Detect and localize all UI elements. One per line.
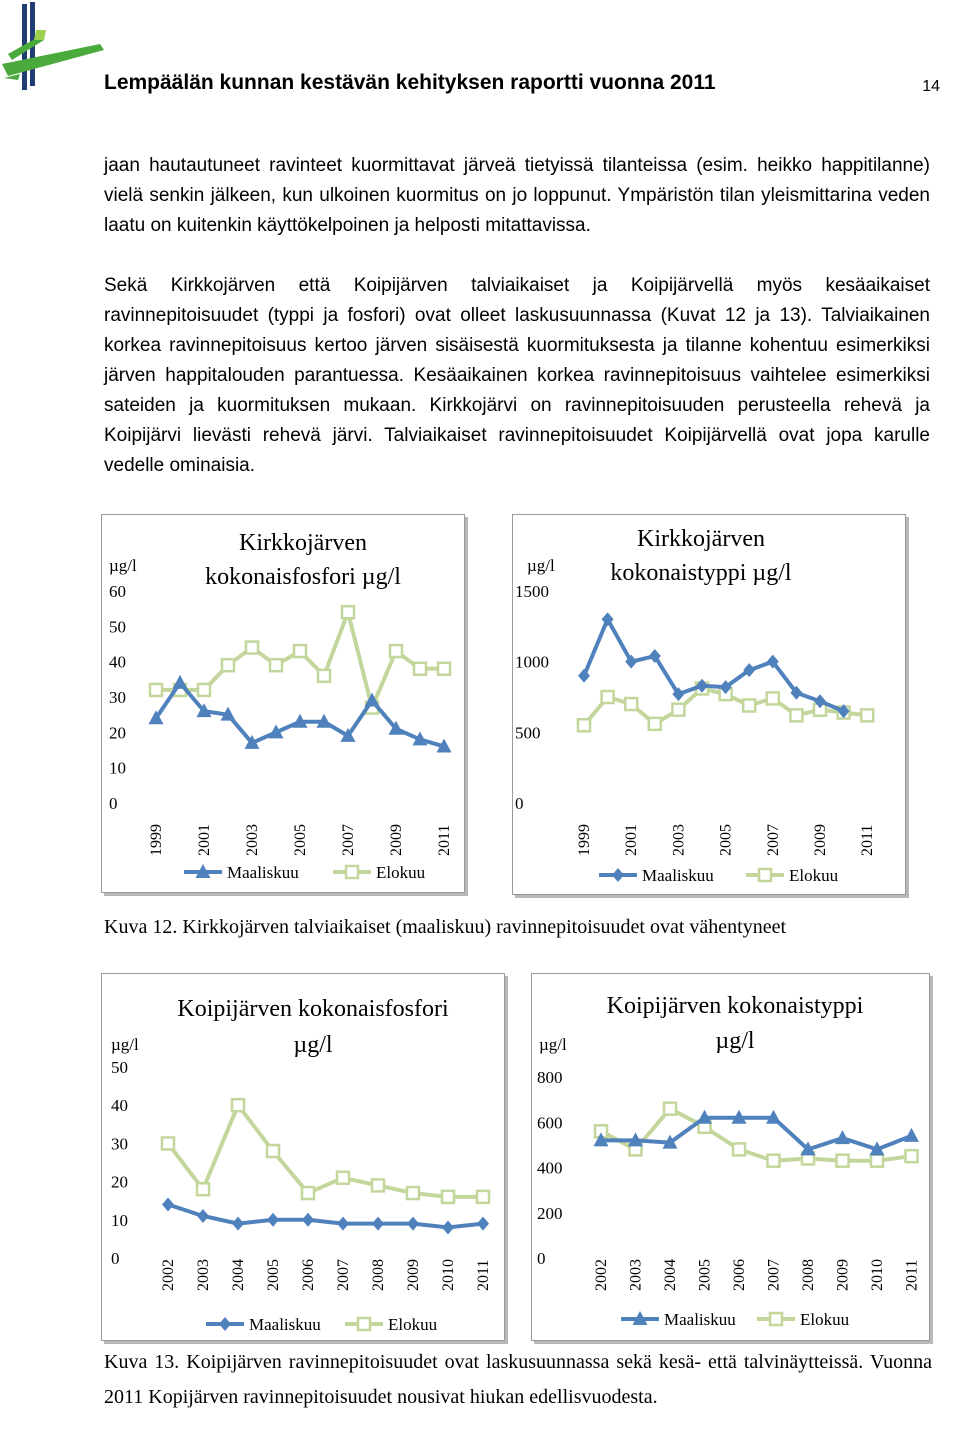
series-line-elokuu: [168, 1105, 483, 1197]
y-tick-label: 30: [109, 688, 126, 707]
legend-maaliskuu-label: Maaliskuu: [249, 1315, 321, 1334]
y-tick-label: 10: [109, 758, 126, 778]
legend-maaliskuu-label: Maaliskuu: [642, 866, 714, 885]
legend-elokuu-label: Elokuu: [789, 866, 839, 885]
x-tick-label: 2003: [670, 824, 688, 856]
x-tick-label: 2010: [869, 1259, 886, 1291]
point-maaliskuu: [407, 1217, 419, 1231]
y-tick-label: 0: [109, 794, 118, 813]
point-elokuu: [442, 1191, 454, 1203]
point-elokuu: [906, 1150, 918, 1162]
x-tick-label: 2011: [436, 824, 453, 856]
series-line-maaliskuu: [168, 1205, 483, 1228]
paragraph-intro: jaan hautautuneet ravinteet kuormittavat järveä tietyissä tilanteissa (esim. heikko happitilanne) vielä senkin jälkeen, kun ulkoinen kuormitus on jo loppunut. Ympäristön tilan yleismittarina veden laatu on kuitenkin käyttökelpoinen ja helposti mitattavissa.: [104, 155, 930, 236]
point-elokuu: [267, 1145, 279, 1157]
point-elokuu: [871, 1155, 883, 1167]
x-tick-label: 2006: [300, 1259, 317, 1291]
x-tick-label: 2002: [593, 1259, 610, 1291]
y-unit-label: µg/l: [539, 1035, 567, 1054]
legend-maaliskuu-marker: [219, 1317, 231, 1331]
y-tick-label: 0: [515, 794, 524, 813]
y-unit-label: µg/l: [527, 556, 555, 575]
point-elokuu: [407, 1187, 419, 1199]
chart-koipi-typpi: [531, 973, 930, 1341]
legend-elokuu-marker: [358, 1318, 370, 1330]
point-elokuu: [837, 1155, 849, 1167]
y-tick-label: 40: [111, 1096, 128, 1116]
chart-title: kokonaistyppi µg/l: [610, 560, 792, 586]
point-elokuu: [649, 718, 661, 730]
point-elokuu: [477, 1191, 489, 1203]
legend-elokuu-marker: [770, 1313, 782, 1325]
point-maaliskuu: [173, 675, 188, 689]
y-tick-label: 20: [111, 1172, 128, 1192]
chart-plot: [111, 996, 492, 1334]
x-tick-label: 1999: [148, 824, 165, 856]
point-elokuu: [294, 645, 306, 657]
point-elokuu: [318, 670, 330, 682]
point-elokuu: [232, 1099, 244, 1111]
legend-elokuu-marker: [759, 869, 771, 881]
legend-elokuu-label: Elokuu: [376, 863, 426, 882]
caption-figure-12: Kuva 12. Kirkkojärven talviaikaiset (maaliskuu) ravinnepitoisuudet ovat vähentyneet: [104, 916, 787, 938]
y-tick-label: 1500: [515, 582, 549, 601]
x-tick-label: 2008: [800, 1259, 817, 1291]
point-elokuu: [602, 691, 614, 703]
point-elokuu: [414, 663, 426, 675]
y-unit-label: µg/l: [111, 1035, 139, 1054]
point-maaliskuu: [337, 1217, 349, 1231]
page-number: 14: [922, 78, 940, 95]
point-elokuu: [342, 606, 354, 618]
chart-plot: [515, 526, 876, 885]
point-elokuu: [197, 1183, 209, 1195]
point-elokuu: [767, 692, 779, 704]
point-maaliskuu: [904, 1128, 919, 1142]
point-elokuu: [861, 709, 873, 721]
chart-title: kokonaisfosfori µg/l: [205, 564, 401, 590]
point-maaliskuu: [372, 1217, 384, 1231]
point-elokuu: [162, 1137, 174, 1149]
x-tick-label: 2001: [196, 824, 213, 856]
x-tick-label: 2003: [195, 1259, 212, 1291]
legend-maaliskuu-label: Maaliskuu: [664, 1310, 736, 1329]
x-tick-label: 2009: [388, 824, 405, 856]
legend-elokuu-label: Elokuu: [388, 1315, 438, 1334]
x-tick-label: 2004: [662, 1259, 679, 1291]
chart-plot: [537, 993, 921, 1329]
report-title: Lempäälän kunnan kestävän kehityksen raportti vuonna 2011: [104, 71, 716, 94]
y-tick-label: 30: [111, 1134, 128, 1154]
point-maaliskuu: [477, 1217, 489, 1231]
point-maaliskuu: [267, 1213, 279, 1227]
point-elokuu: [246, 642, 258, 654]
point-elokuu: [743, 699, 755, 711]
x-tick-label: 1999: [576, 824, 593, 856]
point-elokuu: [337, 1172, 349, 1184]
point-elokuu: [672, 704, 684, 716]
point-maaliskuu: [442, 1220, 454, 1234]
chart-koipi-fosfori: [101, 973, 505, 1341]
x-tick-label: 2011: [903, 1259, 921, 1291]
point-maaliskuu: [232, 1217, 244, 1231]
y-tick-label: 0: [537, 1249, 546, 1268]
chart-title: Koipijärven kokonaistyppi: [606, 993, 864, 1019]
chart-title: µg/l: [293, 1032, 333, 1058]
chart-plot: [109, 530, 453, 882]
point-elokuu: [733, 1143, 745, 1155]
y-tick-label: 600: [537, 1113, 563, 1133]
point-elokuu: [302, 1187, 314, 1199]
paragraph-nutrients: Sekä Kirkkojärven että Koipijärven talviaikaiset ja Koipijärvellä myös kesäaikaiset ravinnepitoisuudet (typpi ja fosfori) ovat olleet laskusuunnassa (Kuvat 12 ja 13). Talviaikainen korkea ravinnepitoisuus kertoo järven sisäisestä kuormituksesta ja tilanne kohentuu esimerkiksi järven happitalouden parantuessa. Kesäaikainen korkea ravinnepitoisuus vaihtelee esimerkiksi sateiden ja kuormituksen mukaan. Kirkkojärvi on ravinnepitoisuuden perusteella rehevä ja Koipijärvi lievästi rehevä järvi. Talviaikaiset ravinnepitoisuudet Koipijärvellä ovat jopa karulle vedelle ominaisia.: [104, 275, 930, 476]
y-tick-label: 0: [111, 1249, 120, 1268]
y-tick-label: 200: [537, 1203, 563, 1223]
x-tick-label: 2001: [623, 824, 641, 856]
point-elokuu: [768, 1155, 780, 1167]
y-tick-label: 10: [111, 1210, 128, 1230]
x-tick-label: 2007: [765, 1259, 783, 1291]
chart-kirkko-typpi: [512, 514, 906, 895]
x-tick-label: 2008: [370, 1259, 387, 1291]
point-elokuu: [625, 698, 637, 710]
legend-maaliskuu-marker: [612, 868, 624, 882]
y-tick-label: 60: [109, 582, 126, 601]
legend-elokuu-marker: [346, 866, 358, 878]
series-line-maaliskuu: [584, 619, 844, 711]
point-elokuu: [198, 684, 210, 696]
x-tick-label: 2010: [440, 1259, 457, 1291]
x-tick-label: 2007: [335, 1259, 352, 1291]
x-tick-label: 2005: [292, 824, 309, 856]
legend-elokuu-label: Elokuu: [800, 1310, 850, 1329]
chart-title: µg/l: [715, 1028, 755, 1054]
y-tick-label: 500: [515, 723, 541, 743]
x-tick-label: 2009: [812, 824, 829, 856]
y-unit-label: µg/l: [109, 556, 137, 575]
chart-title: Koipijärven kokonaisfosfori: [177, 996, 449, 1022]
y-tick-label: 20: [109, 723, 126, 743]
chart-title: Kirkkojärven: [637, 526, 765, 552]
point-elokuu: [222, 659, 234, 671]
point-elokuu: [372, 1179, 384, 1191]
x-tick-label: 2004: [230, 1259, 247, 1291]
point-elokuu: [150, 684, 162, 696]
legend-maaliskuu-label: Maaliskuu: [227, 863, 299, 882]
point-elokuu: [790, 709, 802, 721]
x-tick-label: 2002: [160, 1259, 177, 1291]
x-tick-label: 2005: [696, 1259, 714, 1291]
x-tick-label: 2011: [859, 824, 877, 856]
y-tick-label: 400: [537, 1158, 563, 1178]
x-tick-label: 2011: [475, 1259, 492, 1291]
x-tick-label: 2005: [265, 1259, 282, 1291]
x-tick-label: 2009: [834, 1259, 852, 1291]
y-tick-label: 1000: [515, 652, 549, 672]
x-tick-label: 2009: [405, 1259, 422, 1291]
caption-figure-13: Kuva 13. Koipijärven ravinnepitoisuudet ovat laskusuunnassa sekä kesä- että talvinäytteissä. Vuonna 2011 Kopijärven ravinnepitoisuudet nousivat hiukan edellisvuodesta.: [104, 1351, 932, 1408]
point-maaliskuu: [835, 1130, 850, 1144]
point-maaliskuu: [162, 1198, 174, 1212]
point-maaliskuu: [197, 1209, 209, 1223]
y-tick-label: 50: [111, 1058, 128, 1077]
x-tick-label: 2007: [340, 824, 357, 856]
y-tick-label: 40: [109, 652, 126, 672]
municipality-logo: [0, 0, 110, 100]
x-tick-label: 2003: [627, 1259, 645, 1291]
x-tick-label: 2006: [731, 1259, 748, 1291]
point-elokuu: [270, 659, 282, 671]
x-tick-label: 2003: [244, 824, 261, 856]
point-elokuu: [438, 663, 450, 675]
point-elokuu: [664, 1103, 676, 1115]
point-elokuu: [578, 719, 590, 731]
x-tick-label: 2005: [717, 824, 735, 856]
point-maaliskuu: [302, 1213, 314, 1227]
chart-kirkko-fosfori: [101, 514, 465, 893]
y-tick-label: 800: [537, 1068, 563, 1087]
y-tick-label: 50: [109, 617, 126, 637]
point-elokuu: [390, 645, 402, 657]
x-tick-label: 2007: [764, 824, 782, 856]
chart-title: Kirkkojärven: [239, 530, 367, 556]
